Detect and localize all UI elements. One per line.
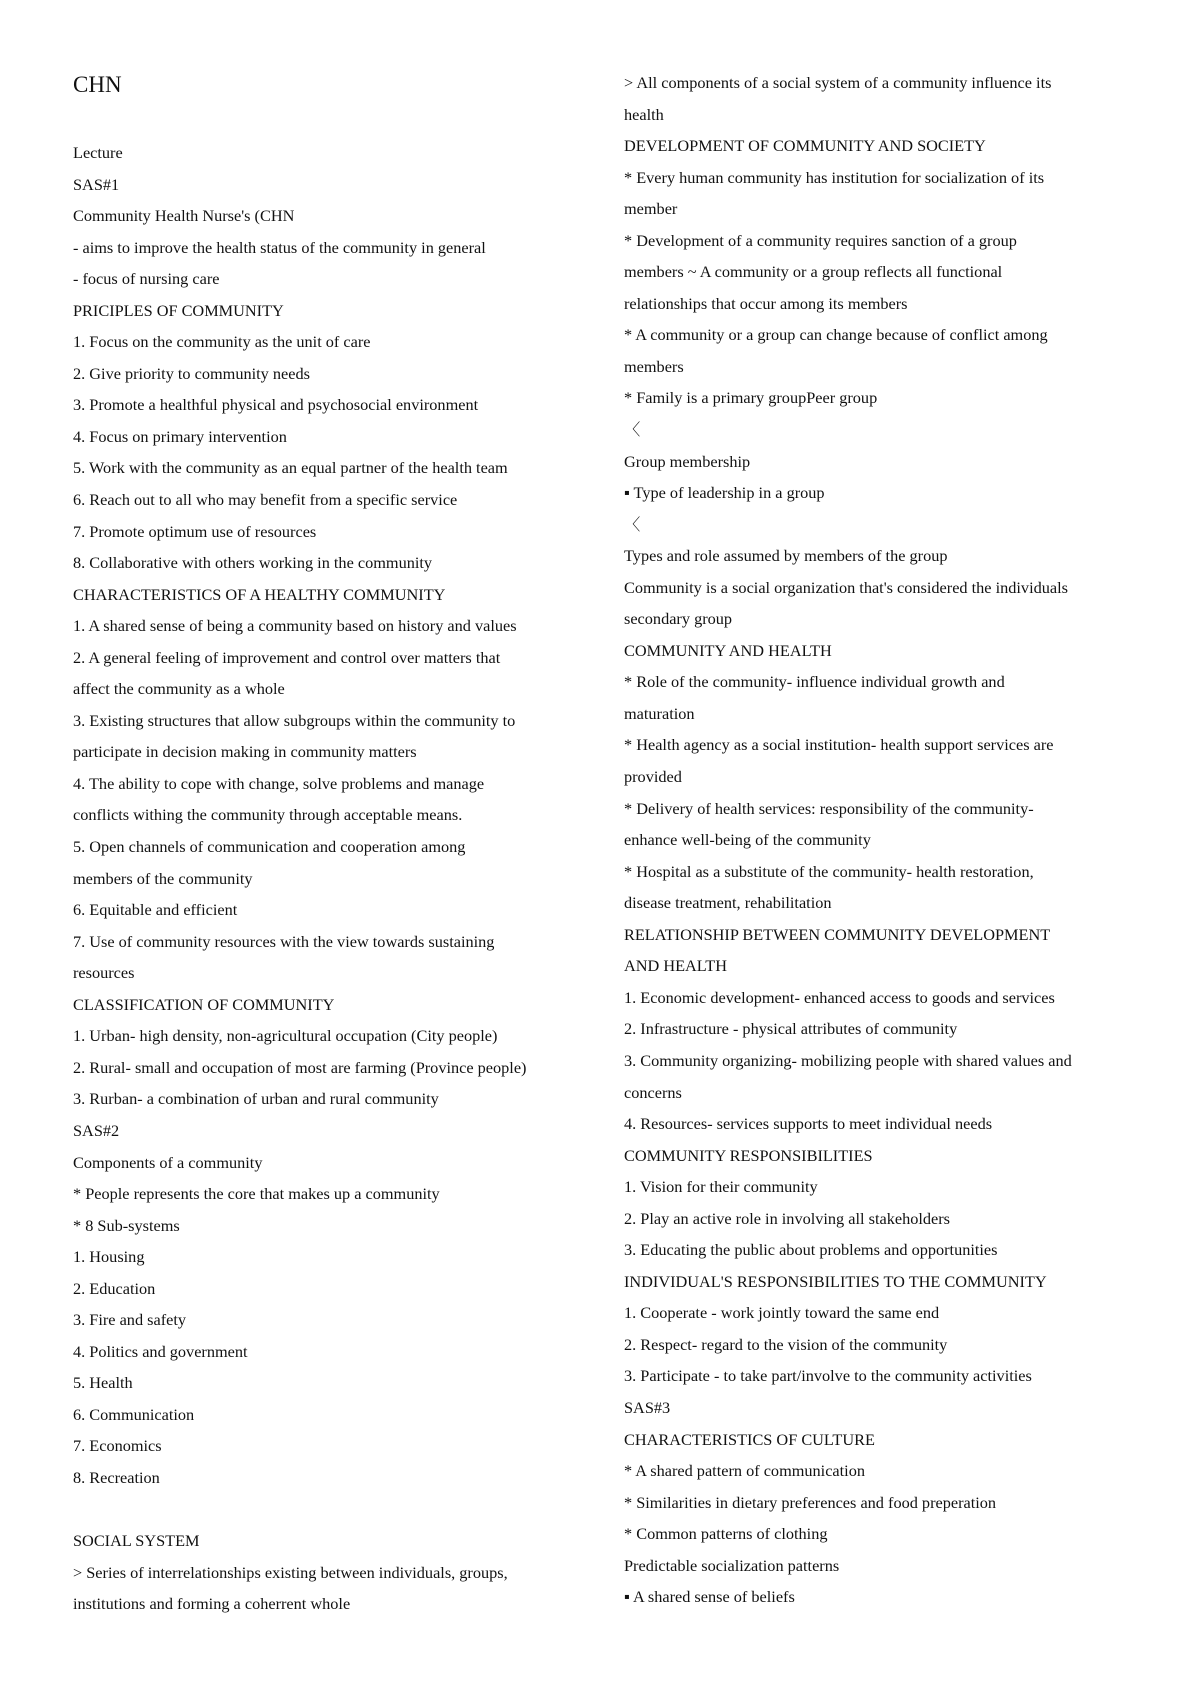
text-line: health: [624, 104, 664, 124]
text-line: * Similarities in dietary preferences and food preperation: [624, 1492, 997, 1512]
text-line: 5. Health: [73, 1373, 133, 1393]
text-line: > All components of a social system of a community influence its: [624, 73, 1052, 92]
text-line: CLASSIFICATION OF COMMUNITY: [73, 994, 335, 1014]
text-line: SAS#2: [73, 1120, 120, 1140]
text-line: 3. Participate - to take part/involve to the community activities: [624, 1366, 1032, 1386]
text-line: 2. Education: [73, 1278, 156, 1298]
text-line: COMMUNITY RESPONSIBILITIES: [624, 1145, 873, 1165]
text-line: 2. Rural- small and occupation of most are farming (Province people): [73, 1057, 527, 1077]
text-line: 1. A shared sense of being a community based on history and values: [73, 616, 517, 636]
text-line: maturation: [624, 703, 695, 723]
text-line: Community Health Nurse's (CHN: [73, 206, 295, 226]
text-line: participate in decision making in community matters: [73, 742, 417, 762]
text-line: * Every human community has institution for socialization of its: [624, 167, 1045, 187]
text-line: disease treatment, rehabilitation: [624, 893, 832, 913]
document-title: CHN: [73, 72, 122, 97]
text-line: 4. Resources- services supports to meet individual needs: [624, 1114, 993, 1134]
text-line: PRICIPLES OF COMMUNITY: [73, 300, 284, 320]
text-line: 5. Work with the community as an equal partner of the health team: [73, 458, 508, 478]
right-column: [624, 67, 1144, 1613]
text-line: 6. Reach out to all who may benefit from a specific service: [73, 490, 458, 510]
text-line: concerns: [624, 1082, 682, 1102]
text-line: 3. Promote a healthful physical and psychosocial environment: [73, 395, 479, 415]
text-line: 2. Infrastructure - physical attributes of community: [624, 1019, 958, 1039]
text-line: provided: [624, 767, 682, 787]
text-line: 6. Communication: [73, 1404, 195, 1424]
text-line: member: [624, 199, 678, 219]
text-line: members: [624, 356, 684, 376]
text-line: 6. Equitable and efficient: [73, 900, 238, 920]
text-line: 3. Rurban- a combination of urban and rural community: [73, 1089, 439, 1109]
text-line: 2. Play an active role in involving all stakeholders: [624, 1208, 950, 1228]
text-line: 8. Recreation: [73, 1467, 160, 1487]
text-line: CHARACTERISTICS OF CULTURE: [624, 1429, 875, 1449]
text-line: * Common patterns of clothing: [624, 1524, 828, 1544]
text-line: 1. Urban- high density, non-agricultural occupation (City people): [73, 1026, 498, 1046]
text-line: * A shared pattern of communication: [624, 1461, 865, 1481]
text-line: conflicts withing the community through acceptable means.: [73, 805, 463, 825]
text-line: 〈: [624, 514, 641, 534]
text-line: CHARACTERISTICS OF A HEALTHY COMMUNITY: [73, 584, 446, 604]
text-line: RELATIONSHIP BETWEEN COMMUNITY DEVELOPMENT: [624, 924, 1051, 944]
text-line: Types and role assumed by members of the group: [624, 546, 948, 566]
text-line: 7. Use of community resources with the view towards sustaining: [73, 931, 495, 951]
text-line: 5. Open channels of communication and cooperation among: [73, 837, 466, 857]
text-line: Community is a social organization that's considered the individuals: [624, 577, 1068, 597]
text-line: 8. Collaborative with others working in the community: [73, 553, 433, 573]
text-line: * Hospital as a substitute of the community- health restoration,: [624, 861, 1034, 881]
text-line: 2. A general feeling of improvement and control over matters that: [73, 647, 501, 667]
text-line: SOCIAL SYSTEM: [73, 1531, 200, 1551]
text-line: > Series of interrelationships existing between individuals, groups,: [73, 1562, 508, 1582]
left-column: [73, 137, 598, 1620]
text-line: 4. Politics and government: [73, 1341, 248, 1361]
text-line: * Role of the community- influence individual growth and: [624, 672, 1005, 692]
text-line: 4. Focus on primary intervention: [73, 426, 287, 446]
text-line: Predictable socialization patterns: [624, 1555, 840, 1575]
text-line: members ~ A community or a group reflects all functional: [624, 262, 1003, 282]
text-line: - focus of nursing care: [73, 269, 220, 289]
text-line: 1. Housing: [73, 1247, 145, 1267]
text-line: 7. Promote optimum use of resources: [73, 521, 317, 541]
text-line: Lecture: [73, 143, 123, 162]
text-line: ▪ Type of leadership in a group: [624, 483, 825, 503]
text-line: * A community or a group can change because of conflict among: [624, 325, 1048, 345]
text-line: * 8 Sub-systems: [73, 1215, 180, 1235]
text-line: enhance well-being of the community: [624, 830, 871, 850]
text-line: resources: [73, 963, 135, 983]
text-line: 7. Economics: [73, 1436, 162, 1456]
text-line: Components of a community: [73, 1152, 263, 1172]
text-line: * Health agency as a social institution- health support services are: [624, 735, 1054, 755]
text-line: COMMUNITY AND HEALTH: [624, 640, 832, 660]
text-line: INDIVIDUAL'S RESPONSIBILITIES TO THE COMMUNITY: [624, 1271, 1047, 1291]
text-line: relationships that occur among its members: [624, 293, 908, 313]
text-line: [73, 1494, 598, 1526]
text-line: 4. The ability to cope with change, solve problems and manage: [73, 773, 485, 793]
text-line: secondary group: [624, 609, 733, 629]
text-line: 2. Give priority to community needs: [73, 363, 310, 383]
text-line: affect the community as a whole: [73, 679, 285, 699]
text-line: AND HEALTH: [624, 956, 727, 976]
text-line: * Delivery of health services: responsibility of the community-: [624, 798, 1034, 818]
text-line: * People represents the core that makes up a community: [73, 1184, 440, 1204]
text-line: * Development of a community requires sanction of a group: [624, 230, 1017, 250]
text-line: DEVELOPMENT OF COMMUNITY AND SOCIETY: [624, 136, 986, 156]
text-line: * Family is a primary groupPeer group: [624, 388, 878, 408]
text-line: 3. Community organizing- mobilizing people with shared values and: [624, 1050, 1072, 1070]
text-line: 1. Cooperate - work jointly toward the same end: [624, 1303, 940, 1323]
text-line: - aims to improve the health status of the community in general: [73, 237, 486, 257]
text-line: 3. Existing structures that allow subgroups within the community to: [73, 710, 516, 730]
text-line: 2. Respect- regard to the vision of the community: [624, 1334, 948, 1354]
text-line: institutions and forming a coherrent whole: [73, 1594, 351, 1614]
text-line: SAS#3: [624, 1397, 671, 1417]
text-line: 1. Vision for their community: [624, 1177, 818, 1197]
text-line: 1. Economic development- enhanced access to goods and services: [624, 987, 1055, 1007]
text-line: ▪ A shared sense of beliefs: [624, 1587, 795, 1607]
text-line: Group membership: [624, 451, 751, 471]
text-line: members of the community: [73, 868, 253, 888]
text-line: 3. Educating the public about problems and opportunities: [624, 1240, 998, 1260]
text-line: 3. Fire and safety: [73, 1310, 187, 1330]
text-line: SAS#1: [73, 174, 120, 194]
text-line: 〈: [624, 420, 641, 440]
text-line: 1. Focus on the community as the unit of care: [73, 332, 371, 352]
